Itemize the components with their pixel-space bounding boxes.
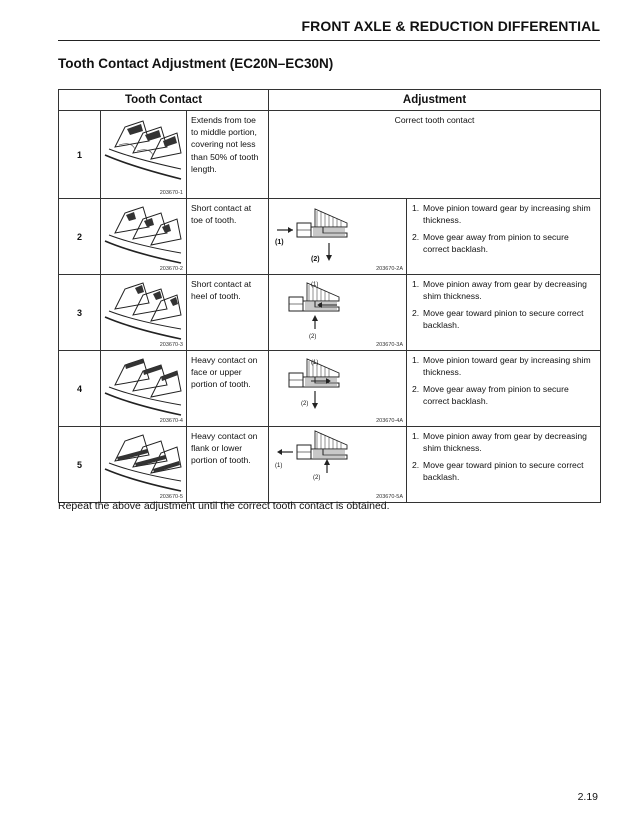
table-row — [59, 111, 601, 199]
col-header-tooth-contact: Tooth Contact — [59, 90, 269, 111]
table-row — [59, 351, 601, 427]
adjustment-steps — [407, 199, 601, 275]
contact-description: Short contact at heel of tooth. — [187, 275, 269, 351]
adjustment-diagram — [269, 275, 407, 351]
col-header-adjustment: Adjustment — [269, 90, 601, 111]
gear-tooth-icon — [103, 203, 183, 265]
row-number: 4 — [59, 351, 101, 427]
footer-note: Repeat the above adjustment until the correct tooth contact is obtained. — [58, 500, 390, 512]
figure-number: 203670-4 — [159, 418, 183, 424]
adjustment-step: 2. Move gear away from pinion to secure correct backlash. — [412, 384, 569, 407]
figure-number: 203670-3A — [376, 342, 404, 348]
adjustment-step: 2. Move gear toward pinion to secure correct backlash. — [412, 308, 584, 331]
gear-pinion-diagram — [269, 275, 407, 351]
diagram-label-2: (2) — [309, 334, 317, 340]
gear-contact-image — [101, 427, 187, 503]
page-header — [58, 14, 600, 41]
adjustment-diagram — [269, 427, 407, 503]
diagram-label-1: (1) — [275, 239, 284, 246]
gear-contact-image — [101, 351, 187, 427]
header-title: FRONT AXLE & REDUCTION DIFFERENTIAL — [301, 18, 600, 34]
gear-pinion-diagram — [269, 351, 407, 427]
adjustment-step: 1. Move pinion away from gear by decreasing shim thickness. — [412, 279, 587, 302]
adjustment-step: 1. Move pinion away from gear by decreasing shim thickness. — [412, 431, 587, 454]
gear-pinion-diagram — [269, 199, 407, 275]
section-title: Tooth Contact Adjustment (EC20N–EC30N) — [58, 56, 334, 71]
adjustment-step: 2. Move gear away from pinion to secure correct backlash. — [412, 232, 569, 255]
diagram-label-1: (1) — [311, 282, 319, 288]
figure-number: 203670-4A — [376, 418, 404, 424]
contact-description: Extends from toe to middle portion, covering not less than 50% of tooth length. — [187, 111, 269, 199]
gear-tooth-icon — [103, 115, 183, 181]
figure-number: 203670-2A — [376, 266, 404, 272]
figure-number: 203670-1 — [159, 190, 183, 196]
adjustment-steps — [407, 275, 601, 351]
row-number: 3 — [59, 275, 101, 351]
figure-number: 203670-3 — [159, 342, 183, 348]
gear-tooth-icon — [103, 355, 183, 417]
gear-contact-image — [101, 199, 187, 275]
figure-number: 203670-5A — [376, 494, 404, 500]
gear-tooth-icon — [103, 431, 183, 493]
contact-description: Heavy contact on face or upper portion of tooth. — [187, 351, 269, 427]
adjustment-diagram — [269, 199, 407, 275]
adjustment-step: 1. Move pinion toward gear by increasing shim thickness. — [412, 203, 591, 226]
figure-number: 203670-2 — [159, 266, 183, 272]
adjustment-step: 2. Move gear toward pinion to secure correct backlash. — [412, 460, 584, 483]
gear-pinion-diagram — [269, 427, 407, 503]
row-number: 5 — [59, 427, 101, 503]
table-row — [59, 199, 601, 275]
contact-description: Short contact at toe of tooth. — [187, 199, 269, 275]
adjustment-steps — [407, 427, 601, 503]
diagram-label-1: (1) — [275, 463, 283, 469]
gear-contact-image — [101, 111, 187, 199]
diagram-label-2: (2) — [311, 256, 320, 263]
row-number: 2 — [59, 199, 101, 275]
diagram-label-2: (2) — [313, 475, 321, 481]
contact-description: Heavy contact on flank or lower portion of tooth. — [187, 427, 269, 503]
adjustment-text: Correct tooth contact — [269, 111, 601, 199]
tooth-contact-table — [58, 89, 601, 503]
adjustment-diagram — [269, 351, 407, 427]
table-row — [59, 275, 601, 351]
table-row — [59, 427, 601, 503]
page-number: 2.19 — [577, 791, 598, 803]
adjustment-steps — [407, 351, 601, 427]
figure-number: 203670-5 — [159, 494, 183, 500]
gear-contact-image — [101, 275, 187, 351]
gear-tooth-icon — [103, 279, 183, 341]
adjustment-step: 1. Move pinion toward gear by increasing shim thickness. — [412, 355, 591, 378]
row-number: 1 — [59, 111, 101, 199]
diagram-label-2: (2) — [301, 401, 309, 407]
diagram-label-1: (1) — [311, 360, 319, 366]
